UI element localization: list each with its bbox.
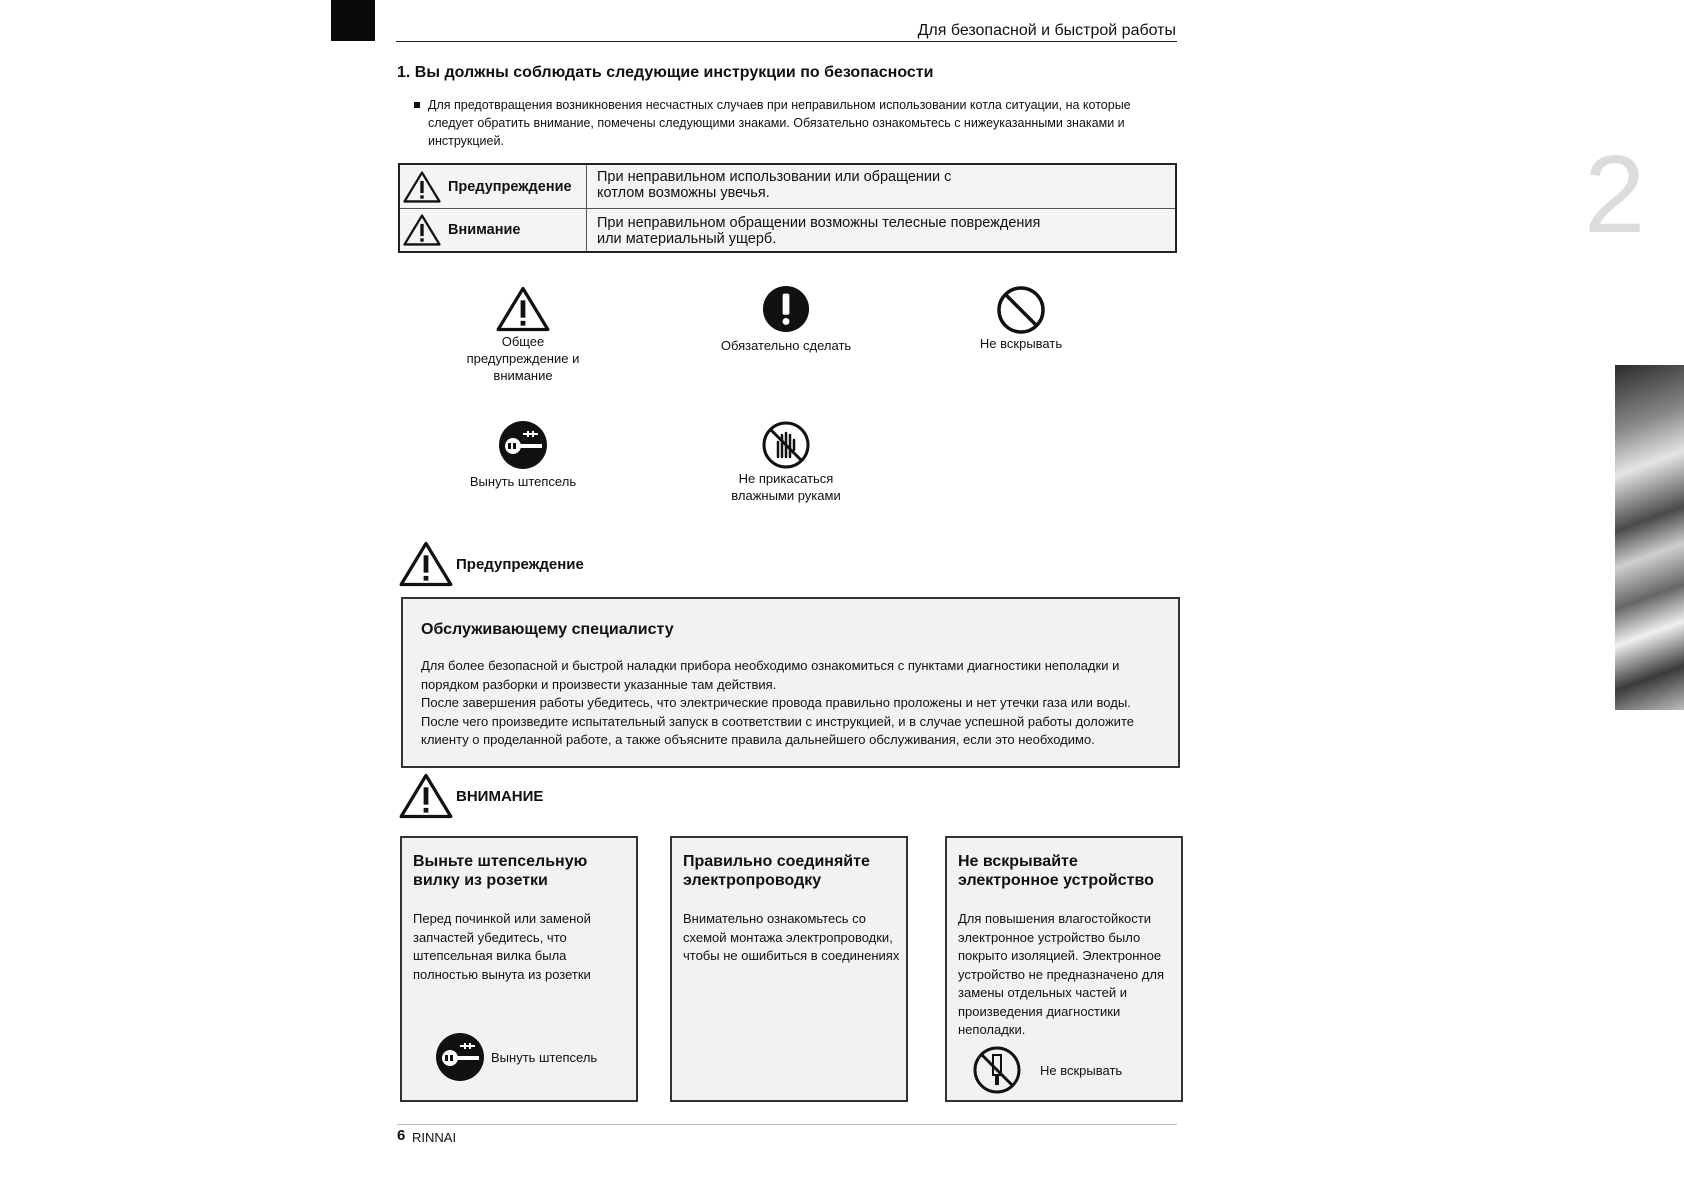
- exclamation-icon: [762, 285, 810, 333]
- card-title: Не вскрывайте электронное устройство: [958, 853, 1154, 889]
- unplug-icon: [435, 1032, 485, 1082]
- symbol-no-wet-hands: Не прикасаться влажными руками: [711, 420, 861, 504]
- symbol-no-open: Не вскрывать: [961, 285, 1081, 352]
- box-title: Обслуживающему специалисту: [421, 621, 674, 638]
- warning-triangle-icon: [403, 170, 441, 204]
- symbol-must: Обязательно сделать: [706, 285, 866, 354]
- card-title: Правильно соединяйте электропроводку: [683, 853, 870, 889]
- chapter-number: 2: [1584, 133, 1646, 256]
- card-title: Выньте штепсельную вилку из розетки: [413, 853, 588, 889]
- caution-triangle-icon: [399, 772, 453, 820]
- header-divider: [396, 41, 1177, 42]
- card-body: Для повышения влагостойкости электронное устройство было покрыто изоляцией. Электронное устройство не предназначено для замены отдельных частей и произведения диагностики неполадки.: [958, 911, 1164, 1037]
- card-body: Внимательно ознакомьтесь со схемой монтажа электропроводки, чтобы не ошибиться в соединениях: [683, 911, 900, 963]
- service-specialist-box: [401, 597, 1180, 768]
- legend-label: Предупреждение: [448, 178, 572, 195]
- legend-table: [398, 163, 1177, 253]
- caution-heading: ВНИМАНИЕ: [399, 772, 543, 820]
- legend-description: При неправильном использовании или обращении с котлом возможны увечья.: [597, 169, 952, 201]
- symbol-unplug: Вынуть штепсель: [448, 420, 598, 490]
- warning-triangle-icon: [399, 540, 453, 588]
- card-footer: Не вскрывать: [972, 1045, 1122, 1095]
- bullet-icon: [414, 102, 420, 108]
- warning-heading: Предупреждение: [399, 540, 584, 588]
- caution-card-wiring: [670, 836, 908, 1102]
- corner-block: [331, 0, 375, 41]
- legend-label: Внимание: [448, 222, 521, 238]
- box-body: Для более безопасной и быстрой наладки прибора необходимо ознакомиться с пунктами диагностики неполадки и порядком разборки и произвести указанные там действия. После завершения работы убедитесь, что электрические провода правильно проложены и нет утечки газа или воды. После чего произведите испытательный запуск в соответствии с инструкцией, и в случае успешной работы доложите клиенту о проделанной работе, а также объясните правила дальнейшего обслуживания, если это необходимо.: [421, 658, 1134, 747]
- footer-divider: [397, 1124, 1177, 1125]
- no-disassembly-icon: [972, 1045, 1022, 1095]
- caution-card-unplug: [400, 836, 638, 1102]
- section-title: 1. Вы должны соблюдать следующие инструкции по безопасности: [397, 64, 934, 81]
- symbol-general: Общее предупреждение и внимание: [448, 285, 598, 384]
- no-wet-hands-icon: [761, 420, 811, 470]
- card-body: Перед починкой или заменой запчастей убедитесь, что штепсельная вилка была полностью вынута из розетки: [413, 911, 591, 982]
- brand-name: RINNAI: [412, 1130, 457, 1145]
- legend-row-warning: [400, 165, 1175, 209]
- page-number: 6: [397, 1127, 406, 1144]
- intro-text: Для предотвращения возникновения несчастных случаев при неправильном использовании котла ситуации, на которые следует обратить внимание, помечены следующими знаками. Обязательно ознакомьтесь с нижеуказанными знаками и инструкцией.: [428, 98, 1131, 148]
- warning-triangle-icon: [496, 285, 550, 333]
- legend-description: При неправильном обращении возможны телесные повреждения или материальный ущерб.: [597, 215, 1041, 247]
- card-footer: Вынуть штепсель: [435, 1032, 597, 1082]
- page-header-title: Для безопасной и быстрой работы: [917, 22, 1176, 39]
- side-photo: [1615, 365, 1684, 710]
- prohibition-icon: [996, 285, 1046, 335]
- caution-card-electronics: [945, 836, 1183, 1102]
- unplug-icon: [498, 420, 548, 470]
- caution-triangle-icon: [403, 213, 441, 247]
- legend-row-caution: [400, 209, 1175, 251]
